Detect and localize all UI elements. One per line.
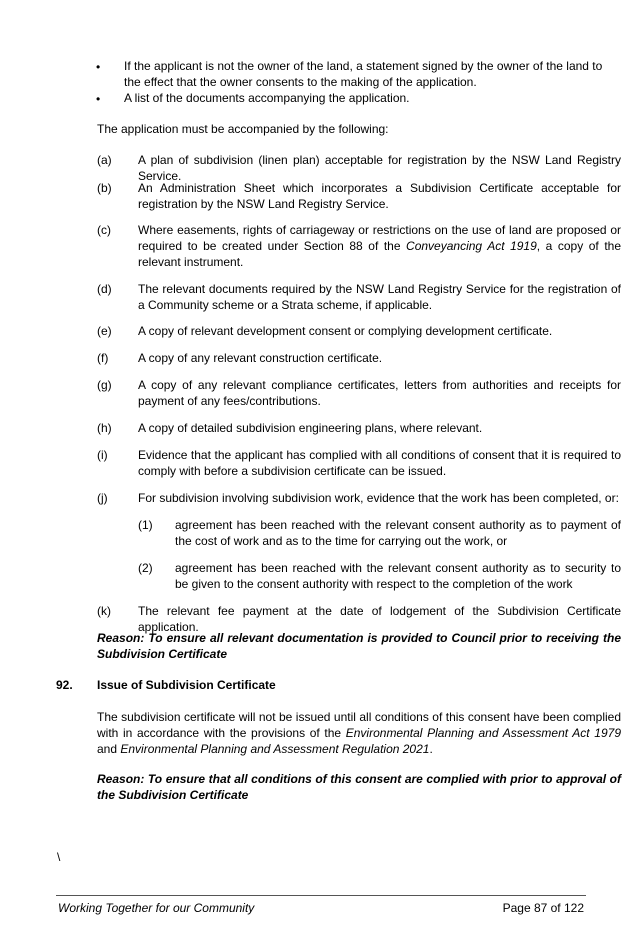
item-label: (c) xyxy=(97,223,111,237)
item-label: (a) xyxy=(97,153,112,167)
bullet-text: A list of the documents accompanying the application. xyxy=(124,91,410,105)
item-label: (i) xyxy=(97,448,108,462)
item-label: (h) xyxy=(97,421,112,435)
subitem-label: (1) xyxy=(138,518,153,532)
footer-tagline: Working Together for our Community xyxy=(58,901,255,915)
item-label: (e) xyxy=(97,324,112,338)
item-text: A copy of any relevant construction certificate. xyxy=(138,351,383,365)
bullet-text: If the applicant is not the owner of the land, a statement signed by the owner of the land to the effect that the owner consents to the making of the application. xyxy=(124,59,603,89)
section-title: Issue of Subdivision Certificate xyxy=(97,678,276,692)
item-text: For subdivision involving subdivision work, evidence that the work has been completed, or: xyxy=(138,491,619,505)
subitem-text: agreement has been reached with the relevant consent authority as to payment of the cost of work and as to the time for carrying out the work, or xyxy=(175,518,621,548)
item-text: The relevant fee payment at the date of lodgement of the Subdivision Certificate application. xyxy=(138,604,621,634)
subitem-text: agreement has been reached with the relevant consent authority as to security to be given to the consent authority with respect to the completion of the work xyxy=(175,561,621,591)
intro-text: The application must be accompanied by the following: xyxy=(97,122,389,136)
subitem-label: (2) xyxy=(138,561,153,575)
page-number: Page 87 of 122 xyxy=(502,901,584,915)
stray-mark: \ xyxy=(57,850,61,864)
bullet-marker: • xyxy=(96,92,101,106)
section-paragraph: The subdivision certificate will not be issued until all conditions of this consent have been complied with in accordance with the provisions of the Environmental Planning and Assessment Act 1979 and Environmental Planning and Assessment Regulation 2021. xyxy=(97,710,621,756)
item-text: A plan of subdivision (linen plan) acceptable for registration by the NSW Land Registry Service. xyxy=(138,153,621,183)
item-label: (j) xyxy=(97,491,108,505)
reason-text: Reason: To ensure all relevant documentation is provided to Council prior to receiving the Subdivision Certificate xyxy=(97,631,621,661)
item-label: (g) xyxy=(97,378,112,392)
item-text: A copy of relevant development consent or complying development certificate. xyxy=(138,324,553,338)
bullet-marker: • xyxy=(96,60,101,74)
item-label: (f) xyxy=(97,351,109,365)
item-text: Evidence that the applicant has complied with all conditions of consent that it is required to comply with before a subdivision certificate can be issued. xyxy=(138,448,621,478)
item-label: (d) xyxy=(97,282,112,296)
item-text: A copy of any relevant compliance certificates, letters from authorities and receipts for payment of any fees/contributions. xyxy=(138,378,621,408)
item-text: A copy of detailed subdivision engineering plans, where relevant. xyxy=(138,421,483,435)
item-text: The relevant documents required by the NSW Land Registry Service for the registration of a Community scheme or a Strata scheme, if applicable. xyxy=(138,282,621,312)
footer-rule xyxy=(56,895,586,896)
section-reason: Reason: To ensure that all conditions of this consent are complied with prior to approval of the Subdivision Certificate xyxy=(97,772,621,802)
item-label: (k) xyxy=(97,604,111,618)
item-label: (b) xyxy=(97,181,112,195)
item-text: An Administration Sheet which incorporates a Subdivision Certificate acceptable for registration by the NSW Land Registry Service. xyxy=(138,181,621,211)
section-number: 92. xyxy=(56,678,73,692)
item-text: Where easements, rights of carriageway or restrictions on the use of land are proposed or required to be created under Section 88 of the Conveyancing Act 1919, a copy of the relevant instrument. xyxy=(138,223,621,269)
